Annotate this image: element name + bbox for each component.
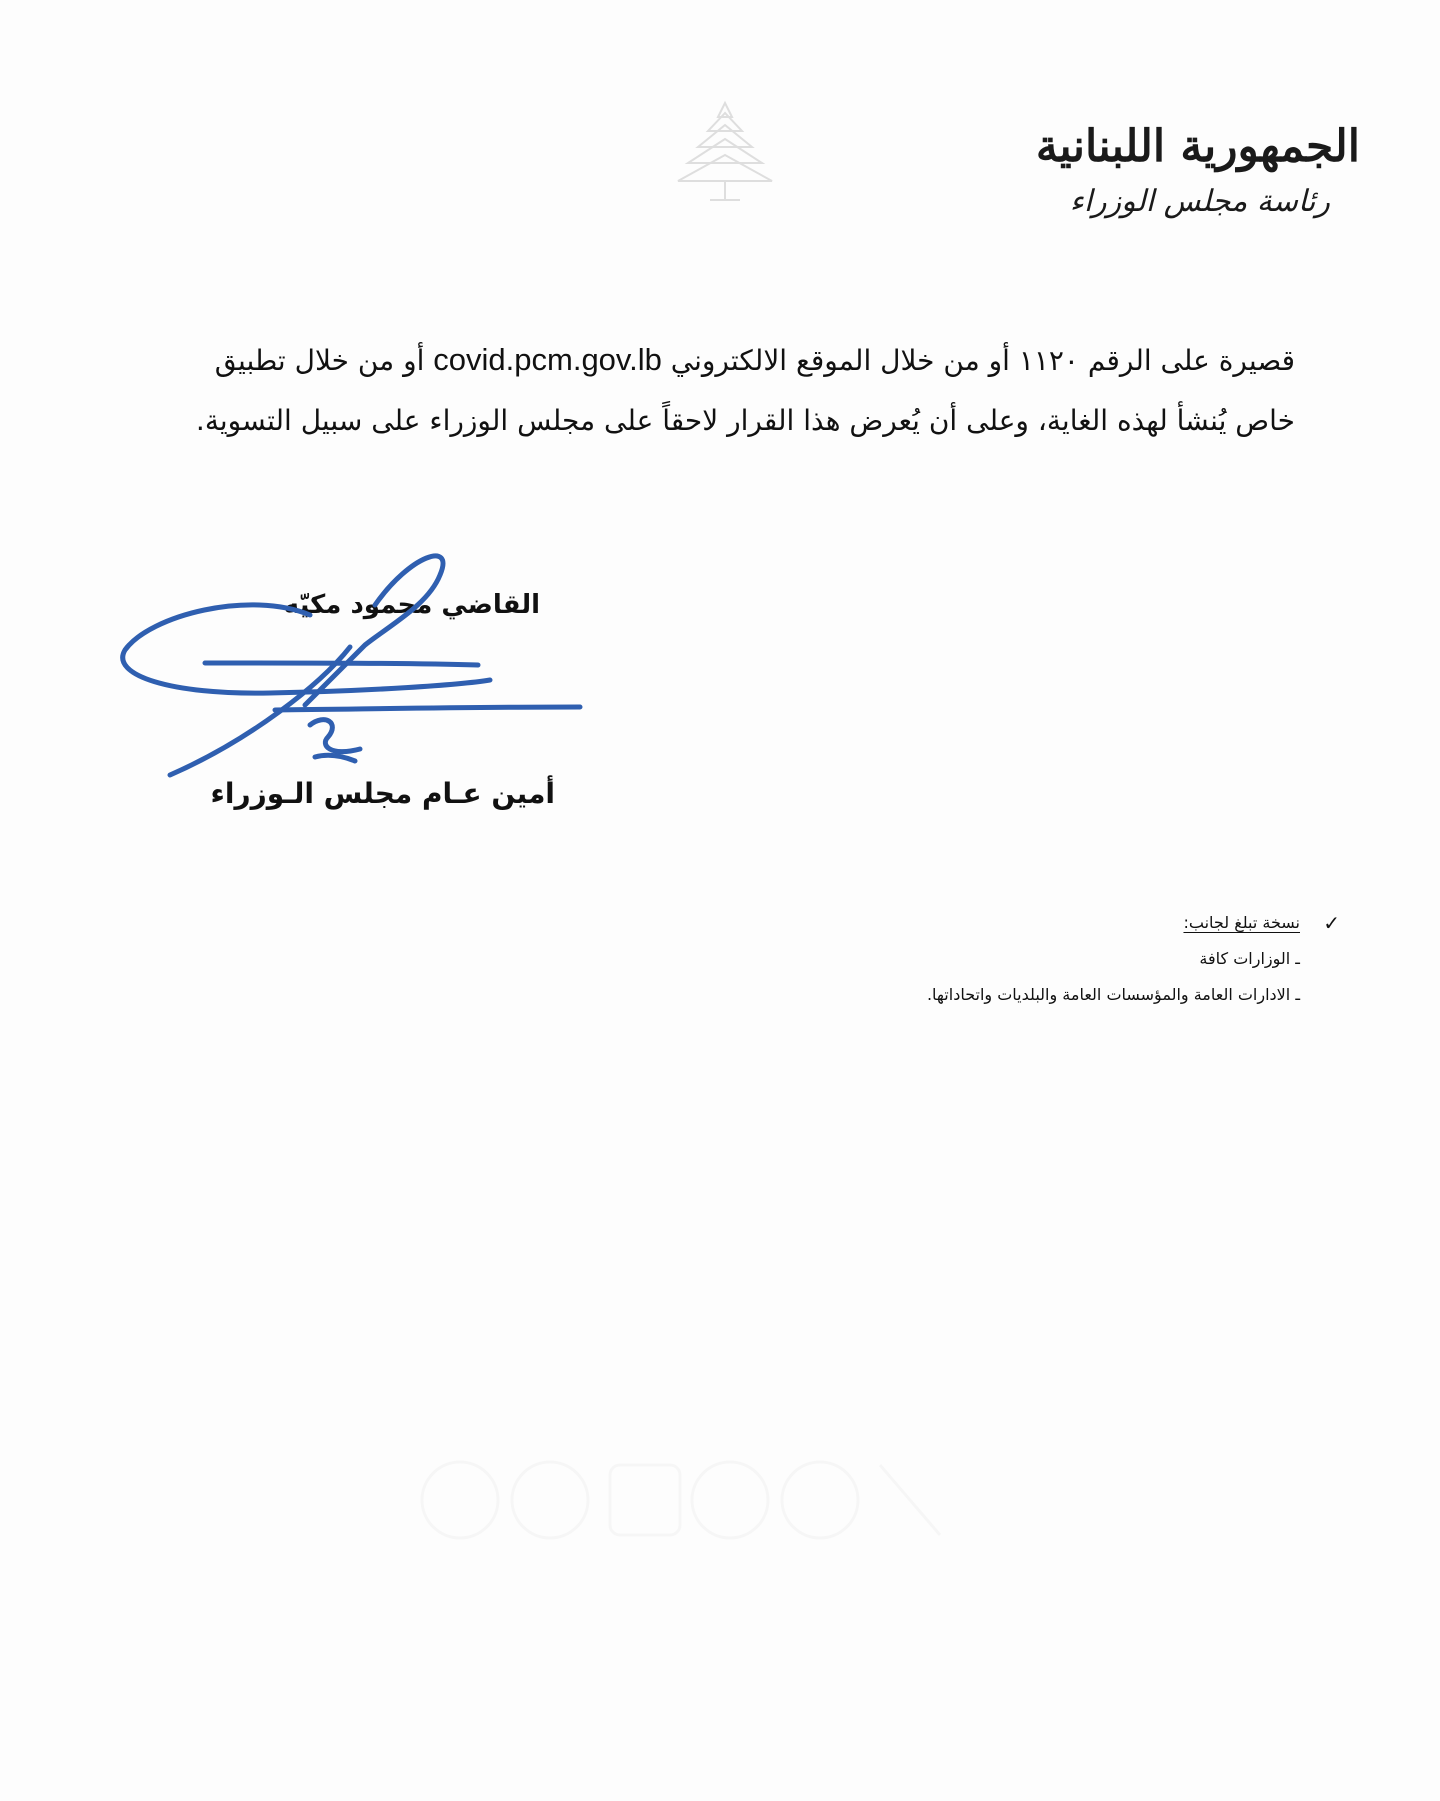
distribution-item: ـ الوزارات كافة bbox=[1199, 949, 1300, 968]
body-line-1 bbox=[135, 330, 1295, 391]
distribution-title: نسخة تبلغ لجانب: bbox=[1183, 913, 1300, 932]
letterhead bbox=[1035, 118, 1360, 222]
website-url: covid.pcm.gov.lb bbox=[433, 342, 662, 377]
watermark bbox=[400, 1445, 960, 1555]
distribution-item: ـ الادارات العامة والمؤسسات العامة والبلديات واتحاداتها. bbox=[926, 985, 1300, 1004]
body-line-1-start: قصيرة على الرقم ١١٢٠ أو من خلال الموقع الالكتروني bbox=[670, 344, 1295, 377]
signatory-name: القاضي محمود مكيّه bbox=[283, 590, 540, 620]
body-line-2: خاص يُنشأ لهذه الغاية، وعلى أن يُعرض هذا القرار لاحقاً على مجلس الوزراء على سبيل التسوية. bbox=[195, 404, 1295, 437]
letterhead-title: الجمهورية اللبنانية bbox=[1035, 121, 1360, 172]
check-icon: ✓ bbox=[1323, 911, 1340, 935]
body-paragraph bbox=[135, 330, 1295, 451]
letterhead-subtitle: رئاسة مجلس الوزراء bbox=[1069, 184, 1330, 219]
signatory-title: أمين عـام مجلس الـوزراء bbox=[210, 777, 555, 810]
handwritten-signature bbox=[110, 535, 590, 795]
body-line-1-end: أو من خلال تطبيق bbox=[214, 344, 425, 377]
cedar-emblem-icon bbox=[660, 95, 790, 210]
distribution-list bbox=[780, 905, 1340, 1013]
distribution-header bbox=[780, 905, 1340, 941]
